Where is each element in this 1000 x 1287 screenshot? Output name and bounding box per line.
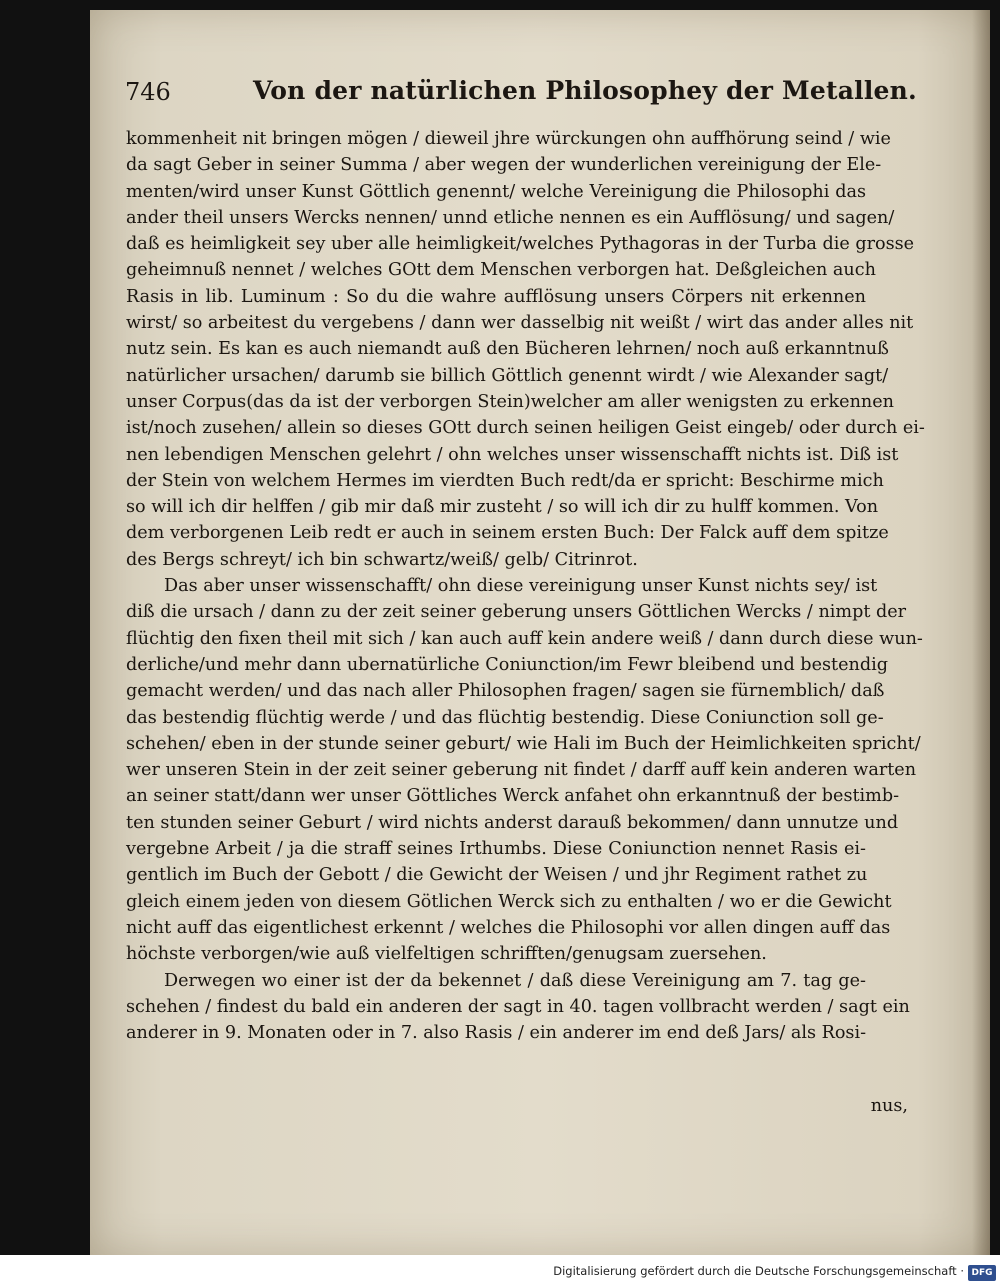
text-line: schehen / findest du bald ein anderen der sagt in 40. tagen vollbracht werden / sagt ein	[126, 996, 910, 1017]
text-line: unser Corpus(das da ist der verborgen Stein)welcher am aller wenigsten zu erkennen	[126, 391, 894, 412]
text-line: wer unseren Stein in der zeit seiner geberung nit findet / darff auff kein anderen warten	[126, 760, 917, 781]
text-line: Rasis in lib. Luminum : So du die wahre aufflösung unsers Cörpers nit erkennen	[126, 286, 866, 307]
dfg-logo-icon[interactable]: DFG	[968, 1265, 996, 1281]
text-line: das bestendig flüchtig werde / und das flüchtig bestendig. Diese Coniunction soll ge-	[126, 707, 884, 728]
text-line: kommenheit nit bringen mögen / dieweil jhre würckungen ohn auffhörung seind / wie	[126, 129, 891, 149]
page-header	[125, 72, 917, 112]
text-line: menten/wird unser Kunst Göttlich genennt/ welche Vereinigung die Philosophi das	[126, 181, 866, 202]
text-line: dem verborgenen Leib redt er auch in seinem ersten Buch: Der Falck auff dem spitze	[126, 523, 889, 544]
page-edge-shadow	[972, 10, 990, 1255]
text-line: ten stunden seiner Geburt / wird nichts anderst darauß bekommen/ dann unnutze und	[126, 812, 899, 833]
text-line: natürlicher ursachen/ darumb sie billich Göttlich genennt wirdt / wie Alexander sagt/	[126, 365, 889, 386]
text-line: schehen/ eben in der stunde seiner geburt/ wie Hali im Buch der Heimlichkeiten spricht/	[126, 733, 921, 754]
catchword: nus,	[870, 1096, 908, 1116]
text-line: gleich einem jeden von diesem Götlichen Werck sich zu enthalten / wo er die Gewicht	[126, 891, 892, 912]
text-line: höchste verborgen/wie auß vielfeltigen schrifften/genugsam zuersehen.	[126, 944, 767, 965]
running-title: Von der natürlichen Philosophey der Metallen.	[253, 76, 917, 105]
text-line: so will ich dir helffen / gib mir daß mir zusteht / so will ich dir zu hulff kommen. Von	[126, 497, 879, 518]
text-line: nen lebendigen Menschen gelehrt / ohn welches unser wissenschafft nichts ist. Diß ist	[126, 444, 899, 465]
text-line: daß es heimligkeit sey uber alle heimligkeit/welches Pythagoras in der Turba die grosse	[126, 234, 915, 255]
text-line: diß die ursach / dann zu der zeit seiner geberung unsers Göttlichen Wercks / nimpt der	[126, 602, 907, 623]
text-line: nutz sein. Es kan es auch niemandt auß den Bücheren lehrnen/ noch auß erkanntnuß	[126, 339, 889, 360]
text-line: ist/noch zusehen/ allein so dieses GOtt durch seinen heiligen Geist eingeb/ oder durch ei-	[126, 418, 925, 439]
text-line: da sagt Geber in seiner Summa / aber wegen der wunderlichen vereinigung der Ele-	[126, 155, 882, 176]
text-line: geheimnuß nennet / welches GOtt dem Menschen verborgen hat. Deßgleichen auch	[126, 260, 876, 281]
text-line: Derwegen wo einer ist der da bekennet / daß diese Vereinigung am 7. tag ge-	[164, 970, 866, 991]
text-line: an seiner statt/dann wer unser Göttliches Werck anfahet ohn erkanntnuß der bestimb-	[126, 786, 900, 807]
text-line: Das aber unser wissenschafft/ ohn diese vereinigung unser Kunst nichts sey/ ist	[164, 576, 878, 597]
text-line: des Bergs schreyt/ ich bin schwartz/weiß/ gelb/ Citrinrot.	[126, 549, 638, 570]
text-line: nicht auff das eigentlichest erkennt / welches die Philosophi vor allen dingen auff das	[126, 917, 891, 938]
footer-bar	[0, 1255, 1000, 1287]
text-line: wirst/ so arbeitest du vergebens / dann wer dasselbig nit weißt / wirt das ander alles nit	[126, 313, 914, 334]
text-line: derliche/und mehr dann ubernatürliche Coniunction/im Fewr bleibend und bestendig	[126, 654, 888, 675]
text-line: gentlich im Buch der Gebott / die Gewicht der Weisen / und jhr Regiment rathet zu	[126, 865, 868, 886]
page-number: 746	[125, 78, 171, 106]
text-line: ander theil unsers Wercks nennen/ unnd etliche nennen es ein Aufflösung/ und sagen/	[126, 207, 895, 228]
body-text	[126, 126, 925, 1046]
text-line: anderer in 9. Monaten oder in 7. also Rasis / ein anderer im end deß Jars/ als Rosi-	[126, 1023, 867, 1044]
funding-notice: Digitalisierung gefördert durch die Deutsche Forschungsgemeinschaft ·	[553, 1264, 964, 1278]
text-line: flüchtig den fixen theil mit sich / kan auch auff kein andere weiß / dann durch diese wun-	[126, 628, 923, 649]
text-line: der Stein von welchem Hermes im vierdten Buch redt/da er spricht: Beschirme mich	[126, 470, 884, 491]
text-line: vergebne Arbeit / ja die straff seines Irthumbs. Diese Coniunction nennet Rasis ei-	[126, 839, 866, 860]
text-line: gemacht werden/ und das nach aller Philosophen fragen/ sagen sie fürnemblich/ daß	[126, 681, 885, 702]
